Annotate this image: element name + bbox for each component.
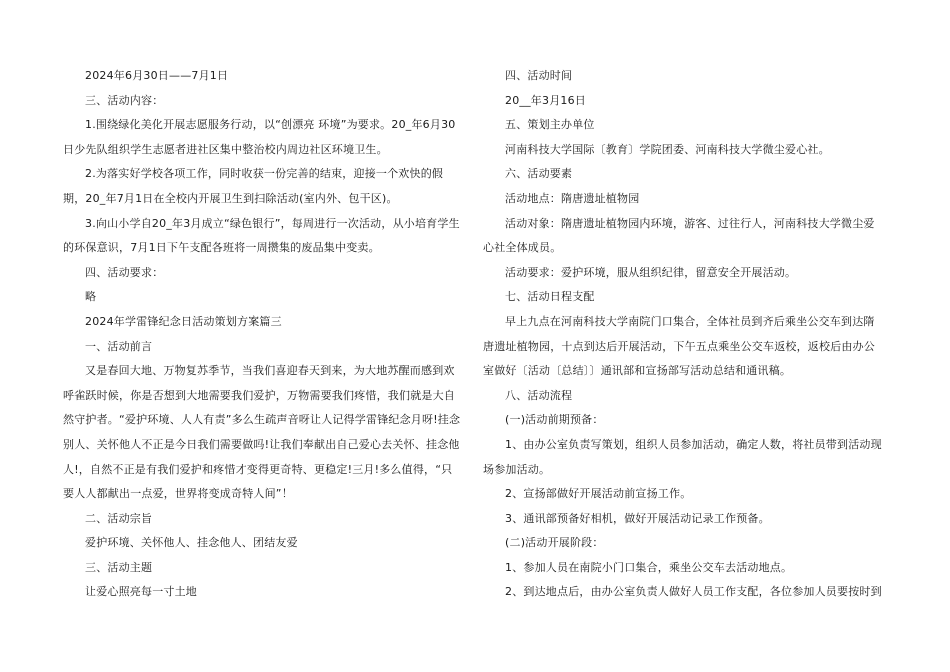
left-column — [63, 64, 463, 605]
paragraph: 1、参加人员在南院小门口集合，乘坐公交车去活动地点。 — [505, 560, 793, 574]
paragraph: 活动地点：隋唐遗址植物园 — [505, 191, 640, 205]
paragraph: 四、活动要求： — [85, 265, 164, 279]
paragraph: 二、活动宗旨 — [85, 511, 153, 525]
paragraph: 爱护环境、关怀他人、挂念他人、团结友爱 — [85, 536, 298, 550]
paragraph: 2024年学雷锋纪念日活动策划方案篇三 — [85, 314, 282, 328]
paragraph: 略 — [85, 290, 97, 304]
paragraph: 活动对象：隋唐遗址植物园内环境，游客、过往行人，河南科技大学微尘爱心社全体成员。 — [483, 216, 875, 255]
paragraph: 又是春回大地、万物复苏季节，当我们喜迎春天到来，为大地苏醒而感到欢呼雀跃时候，你是否想到大地需要我们爱护，万物需要我们疼惜，我们就是大自然守护者。“爱护环境、人人有责”多么生疏声音呀让人记得学雷锋纪念月呀!挂念别人、关怀他人不正是今日我们需要做吗!让我们奉献出自己爱心去关怀、挂念他人!，自然不正是有我们爱护和疼惜才变得更奇特、更稳定!三月!多么值得，“只要人人都献出一点爱，世界将变成奇特人间”！ — [63, 364, 461, 501]
paragraph: 3、通讯部预备好相机，做好开展活动记录工作预备。 — [505, 511, 770, 525]
paragraph: 20__年3月16日 — [505, 93, 586, 107]
paragraph: 五、策划主办单位 — [505, 118, 595, 132]
paragraph: 三、活动内容： — [85, 93, 164, 107]
paragraph: 2、到达地点后，由办公室负责人做好人员工作支配，各位参加人员要按时到 — [505, 585, 882, 599]
paragraph: 一、活动前言 — [85, 339, 153, 353]
paragraph: 河南科技大学国际〔教育〕学院团委、河南科技大学微尘爱心社。 — [505, 142, 830, 156]
paragraph: 1.围绕绿化美化开展志愿服务行动，以“创漂亮 环境”为要求。20_年6月30日少先队组织学生志愿者进社区集中整治校内周边社区环境卫生。 — [63, 118, 456, 156]
paragraph: 让爱心照亮每一寸土地 — [85, 585, 197, 599]
paragraph: 六、活动要素 — [505, 167, 573, 181]
paragraph: 1、由办公室负责写策划，组织人员参加活动，确定人数，将社员带到活动现场参加活动。 — [483, 437, 882, 476]
paragraph: (二)活动开展阶段： — [505, 536, 604, 550]
paragraph: 四、活动时间 — [505, 69, 573, 82]
paragraph: 八、活动流程 — [505, 388, 573, 402]
paragraph: 七、活动日程支配 — [505, 290, 595, 304]
paragraph: 三、活动主题 — [85, 560, 153, 574]
paragraph: 2024年6月30日——7月1日 — [85, 69, 229, 82]
paragraph: 2、宣扬部做好开展活动前宣扬工作。 — [505, 487, 692, 501]
paragraph: 2.为落实好学校各项工作，同时收获一份完善的结束，迎接一个欢快的假期，20_年7月1日在全校内开展卫生到扫除活动(室内外、包干区)。 — [63, 167, 444, 205]
paragraph: 早上九点在河南科技大学南院门口集合，全体社员到齐后乘坐公交车到达隋唐遗址植物园，十点到达后开展活动，下午五点乘坐公交车返校，返校后由办公室做好〔活动〔总结〕〕通讯部和宣扬部写活动总结和通讯稿。 — [483, 314, 875, 378]
right-column — [483, 64, 883, 605]
paragraph: 活动要求：爱护环境，服从组织纪律，留意安全开展活动。 — [505, 265, 797, 279]
paragraph: (一)活动前期预备： — [505, 413, 604, 427]
paragraph: 3.向山小学自20_年3月成立“绿色银行”，每周进行一次活动，从小培育学生的环保意识，7月1日下午支配各班将一周攒集的废品集中变卖。 — [63, 216, 460, 255]
